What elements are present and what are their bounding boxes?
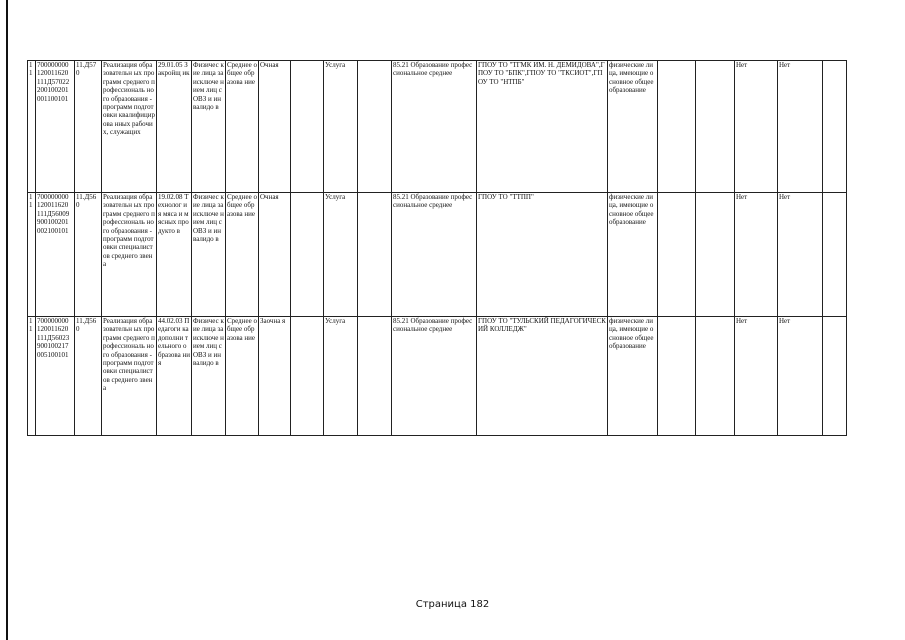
- row-number: 11: [28, 193, 36, 317]
- consumers: физические лица, имеющие основное общее образование: [608, 193, 658, 317]
- left-margin-line: [6, 0, 8, 640]
- study-form: Очная: [259, 61, 291, 193]
- basic-code: 11.Д57 0: [75, 61, 102, 193]
- service-name: Реализация образовательн ых программ среднего профессиональ ного образования - программ подготовки квалифицирова нных рабочих, служащих: [102, 61, 157, 193]
- service-name: Реализация образовательн ых программ среднего профессиональ ного образования - программ подготовки специалистов среднего звена: [102, 317, 157, 436]
- empty-cell: [696, 193, 735, 317]
- registry-code: 700000000 120011620 111Д56023 900100217 005100101: [36, 317, 75, 436]
- row-number: 11: [28, 317, 36, 436]
- education-level: Среднее общее образова ние: [226, 61, 259, 193]
- specialty: 29.01.05 Закройщ ик: [157, 61, 192, 193]
- consumer-category: Физичес кие лица за исключе нием лиц с ОВЗ и инвалидо в: [192, 61, 226, 193]
- flag-no-2: Нет: [778, 193, 823, 317]
- okved: 85.21 Образование профессиональное среднее: [392, 317, 477, 436]
- service-name: Реализация образовательн ых программ среднего профессиональ ного образования - программ подготовки специалистов среднего звена: [102, 193, 157, 317]
- consumer-category: Физичес кие лица за исключе нием лиц с ОВЗ и инвалидо в: [192, 193, 226, 317]
- empty-cell: [823, 193, 847, 317]
- empty-cell: [358, 193, 392, 317]
- consumers: физические лица, имеющие основное общее образование: [608, 61, 658, 193]
- table-row: [28, 193, 847, 317]
- education-level: Среднее общее образова ние: [226, 317, 259, 436]
- flag-no-1: Нет: [735, 61, 778, 193]
- row-number: 11: [28, 61, 36, 193]
- table-row: [28, 61, 847, 193]
- flag-no-1: Нет: [735, 317, 778, 436]
- empty-cell: [291, 61, 324, 193]
- study-form: Очная: [259, 193, 291, 317]
- service-type: Услуга: [324, 193, 358, 317]
- basic-code: 11.Д56 0: [75, 317, 102, 436]
- education-level: Среднее общее образова ние: [226, 193, 259, 317]
- empty-cell: [358, 317, 392, 436]
- empty-cell: [823, 317, 847, 436]
- empty-cell: [291, 317, 324, 436]
- empty-cell: [658, 193, 696, 317]
- services-table: [27, 60, 847, 436]
- organizations: ГПОУ ТО "ТТПП": [477, 193, 608, 317]
- flag-no-1: Нет: [735, 193, 778, 317]
- specialty: 44.02.03 Педагоги ка дополни тельного образова ния: [157, 317, 192, 436]
- flag-no-2: Нет: [778, 317, 823, 436]
- registry-code: 700000000 120011620 111Д56009 900100201 002100101: [36, 193, 75, 317]
- basic-code: 11.Д56 0: [75, 193, 102, 317]
- page-number: Страница 182: [415, 599, 490, 610]
- empty-cell: [291, 193, 324, 317]
- specialty: 19.02.08 Технолог ия мяса и мясных продукто в: [157, 193, 192, 317]
- empty-cell: [658, 317, 696, 436]
- service-type: Услуга: [324, 61, 358, 193]
- registry-code: 700000000 120011620 111Д57022 200100201 001100101: [36, 61, 75, 193]
- organizations: ГПОУ ТО "ТУЛЬСКИЙ ПЕДАГОГИЧЕСКИЙ КОЛЛЕДЖ": [477, 317, 608, 436]
- study-form: Заочна я: [259, 317, 291, 436]
- empty-cell: [696, 61, 735, 193]
- empty-cell: [358, 61, 392, 193]
- okved: 85.21 Образование профессиональное среднее: [392, 193, 477, 317]
- consumers: физические лица, имеющие основное общее образование: [608, 317, 658, 436]
- table-row: [28, 317, 847, 436]
- empty-cell: [823, 61, 847, 193]
- service-type: Услуга: [324, 317, 358, 436]
- organizations: ГПОУ ТО "ТГМК ИМ. Н. ДЕМИДОВА",ГПОУ ТО "БПК",ГПОУ ТО "ТКСИОТ",ГПОУ ТО "НТПБ": [477, 61, 608, 193]
- okved: 85.21 Образование профессиональное среднее: [392, 61, 477, 193]
- consumer-category: Физичес кие лица за исключе нием лиц с ОВЗ и инвалидо в: [192, 317, 226, 436]
- flag-no-2: Нет: [778, 61, 823, 193]
- empty-cell: [696, 317, 735, 436]
- empty-cell: [658, 61, 696, 193]
